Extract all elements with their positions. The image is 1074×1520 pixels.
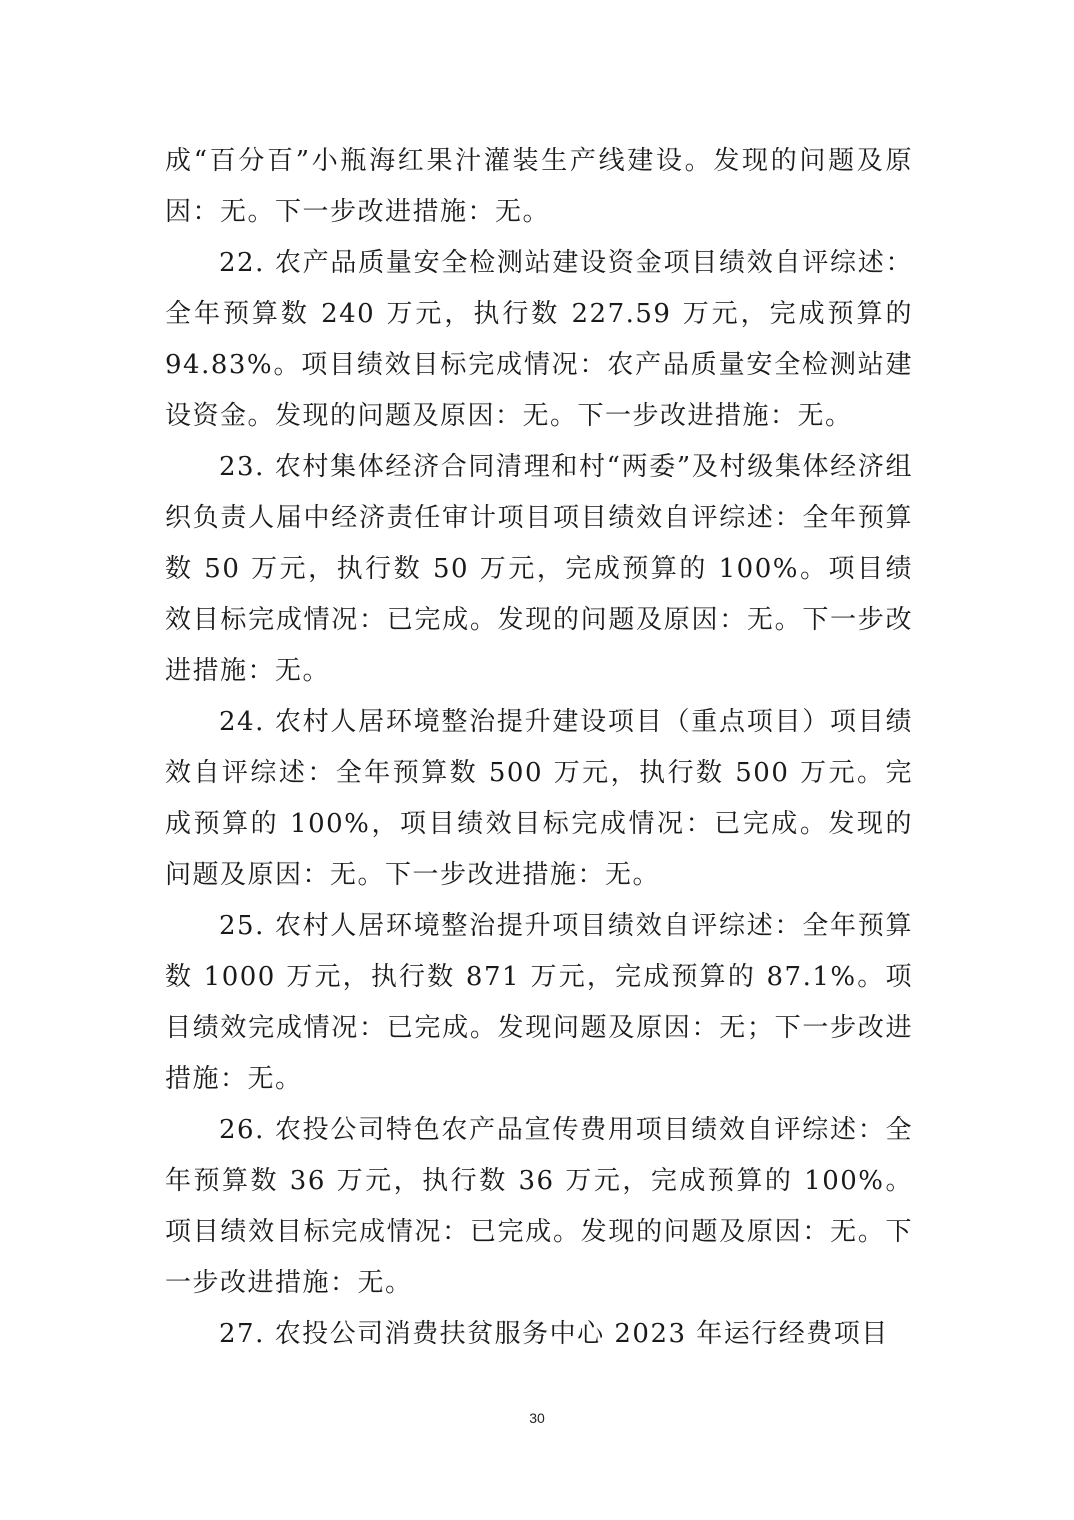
paragraph-item-25: 25. 农村人居环境整治提升项目绩效自评综述：全年预算数 1000 万元，执行数 871 万元，完成预算的 87.1%。项目绩效完成情况：已完成。发现问题及原因：无；下一步改进措施：无。 xyxy=(165,911,913,1094)
page-number: 30 xyxy=(529,1410,545,1426)
paragraph-item-26: 26. 农投公司特色农产品宣传费用项目绩效自评综述：全年预算数 36 万元，执行数 36 万元，完成预算的 100%。项目绩效目标完成情况：已完成。发现的问题及原因：无。下一步改进措施：无。 xyxy=(165,1115,913,1298)
paragraph-item-22: 22. 农产品质量安全检测站建设资金项目绩效自评综述：全年预算数 240 万元，执行数 227.59 万元，完成预算的 94.83%。项目绩效目标完成情况：农产品质量安全检测站建设资金。发现的问题及原因：无。下一步改进措施：无。 xyxy=(165,248,913,431)
paragraph-item-23: 23. 农村集体经济合同清理和村“两委”及村级集体经济组织负责人届中经济责任审计项目项目绩效自评综述：全年预算数 50 万元，执行数 50 万元，完成预算的 100%。项目绩效目标完成情况：已完成。发现的问题及原因：无。下一步改进措施：无。 xyxy=(165,452,913,686)
paragraph-item-27: 27. 农投公司消费扶贫服务中心 2023 年运行经费项目 xyxy=(219,1319,889,1349)
paragraph-item-24: 24. 农村人居环境整治提升建设项目（重点项目）项目绩效自评综述：全年预算数 500 万元，执行数 500 万元。完成预算的 100%，项目绩效目标完成情况：已完成。发现的问题及原因：无。下一步改进措施：无。 xyxy=(165,707,913,890)
body-text xyxy=(165,136,913,1360)
paragraph-continuation: 成“百分百”小瓶海红果汁灌装生产线建设。发现的问题及原因：无。下一步改进措施：无。 xyxy=(165,146,913,227)
